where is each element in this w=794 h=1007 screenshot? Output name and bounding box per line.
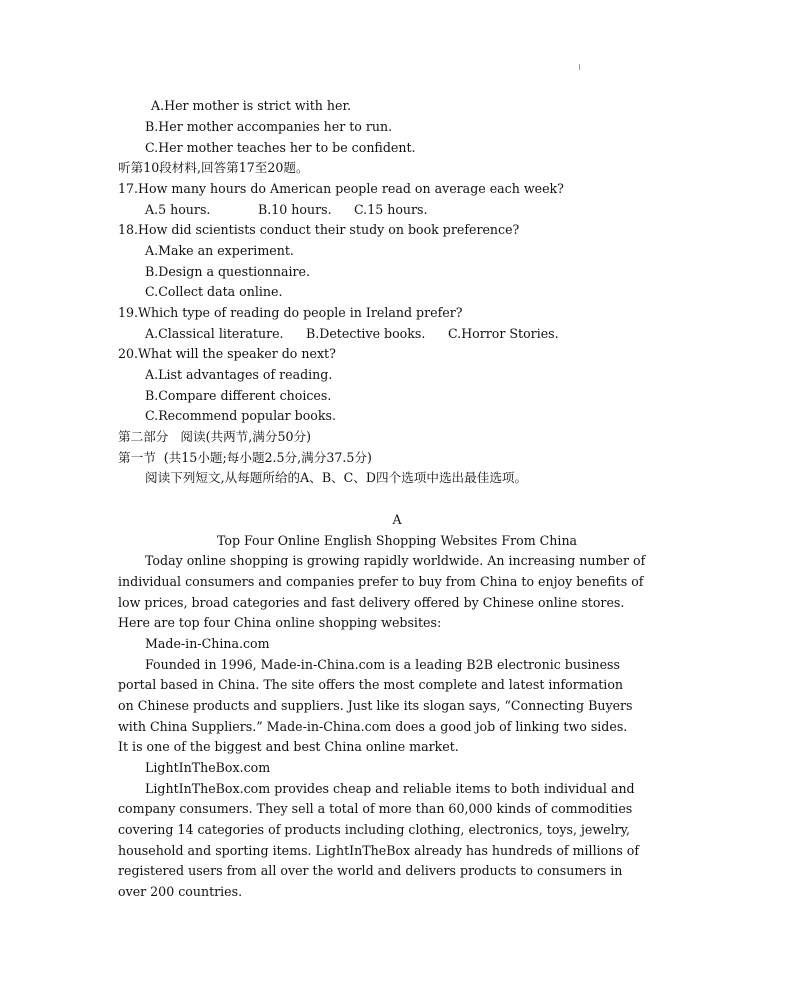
passage-line: household and sporting items. LightInTheBox already has hundreds of millions of <box>118 843 640 858</box>
q16-option-c: C.Her mother teaches her to be confident. <box>145 140 416 155</box>
part2-instruction: 阅读下列短文,从每题所给的A、B、C、D四个选项中选出最佳选项。 <box>145 470 528 485</box>
q16-option-a: A.Her mother is strict with her. <box>151 98 352 113</box>
q17-option-a: A.5 hours. <box>145 202 211 217</box>
passage-line: individual consumers and companies prefer to buy from China to enjoy benefits of <box>118 574 644 589</box>
passage-line: low prices, broad categories and fast delivery offered by Chinese online stores. <box>118 595 625 610</box>
q19-option-a: A.Classical literature. <box>145 326 284 341</box>
part2-heading: 第二部分 阅读(共两节,满分50分) <box>118 429 311 444</box>
part2-section1: 第一节 (共15小题;每小题2.5分,满分37.5分) <box>118 450 372 465</box>
q18-option-a: A.Make an experiment. <box>145 243 294 258</box>
q16-option-b: B.Her mother accompanies her to run. <box>145 119 393 134</box>
passage-title: Top Four Online English Shopping Websites From China <box>216 533 578 548</box>
section10-instruction: 听第10段材料,回答第17至20题。 <box>118 160 309 175</box>
passage-line: over 200 countries. <box>118 884 243 899</box>
q19-option-b: B.Detective books. <box>306 326 426 341</box>
q18-option-c: C.Collect data online. <box>145 284 283 299</box>
passage-line: Founded in 1996, Made-in-China.com is a leading B2B electronic business <box>145 657 620 672</box>
q17-option-b: B.10 hours. <box>258 202 332 217</box>
passage-line: LightInTheBox.com provides cheap and reliable items to both individual and <box>145 781 635 796</box>
q19-stem: 19.Which type of reading do people in Ireland prefer? <box>118 305 463 320</box>
passage-subheading: LightInTheBox.com <box>145 760 271 775</box>
q17-option-c: C.15 hours. <box>354 202 428 217</box>
passage-line: on Chinese products and suppliers. Just like its slogan says, “Connecting Buyers <box>118 698 633 713</box>
q17-stem: 17.How many hours do American people read on average each week? <box>118 181 564 196</box>
passage-line: registered users from all over the world and delivers products to consumers in <box>118 863 623 878</box>
passage-line: company consumers. They sell a total of more than 60,000 kinds of commodities <box>118 801 633 816</box>
passage-line: covering 14 categories of products including clothing, electronics, toys, jewelry, <box>118 822 631 837</box>
q18-stem: 18.How did scientists conduct their study on book preference? <box>118 222 520 237</box>
passage-line: Here are top four China online shopping websites: <box>118 615 442 630</box>
q18-option-b: B.Design a questionnaire. <box>145 264 310 279</box>
q20-option-a: A.List advantages of reading. <box>145 367 333 382</box>
passage-line: It is one of the biggest and best China online market. <box>118 739 459 754</box>
q20-option-b: B.Compare different choices. <box>145 388 332 403</box>
passage-line: portal based in China. The site offers the most complete and latest information <box>118 677 624 692</box>
passage-line: with China Suppliers.” Made-in-China.com does a good job of linking two sides. <box>118 719 628 734</box>
passage-line: Today online shopping is growing rapidly worldwide. An increasing number of <box>145 553 646 568</box>
passage-letter: A <box>392 512 402 527</box>
q20-option-c: C.Recommend popular books. <box>145 408 336 423</box>
q20-stem: 20.What will the speaker do next? <box>118 346 336 361</box>
passage-subheading: Made-in-China.com <box>145 636 270 651</box>
q19-option-c: C.Horror Stories. <box>448 326 559 341</box>
page-corner-mark <box>579 64 580 70</box>
